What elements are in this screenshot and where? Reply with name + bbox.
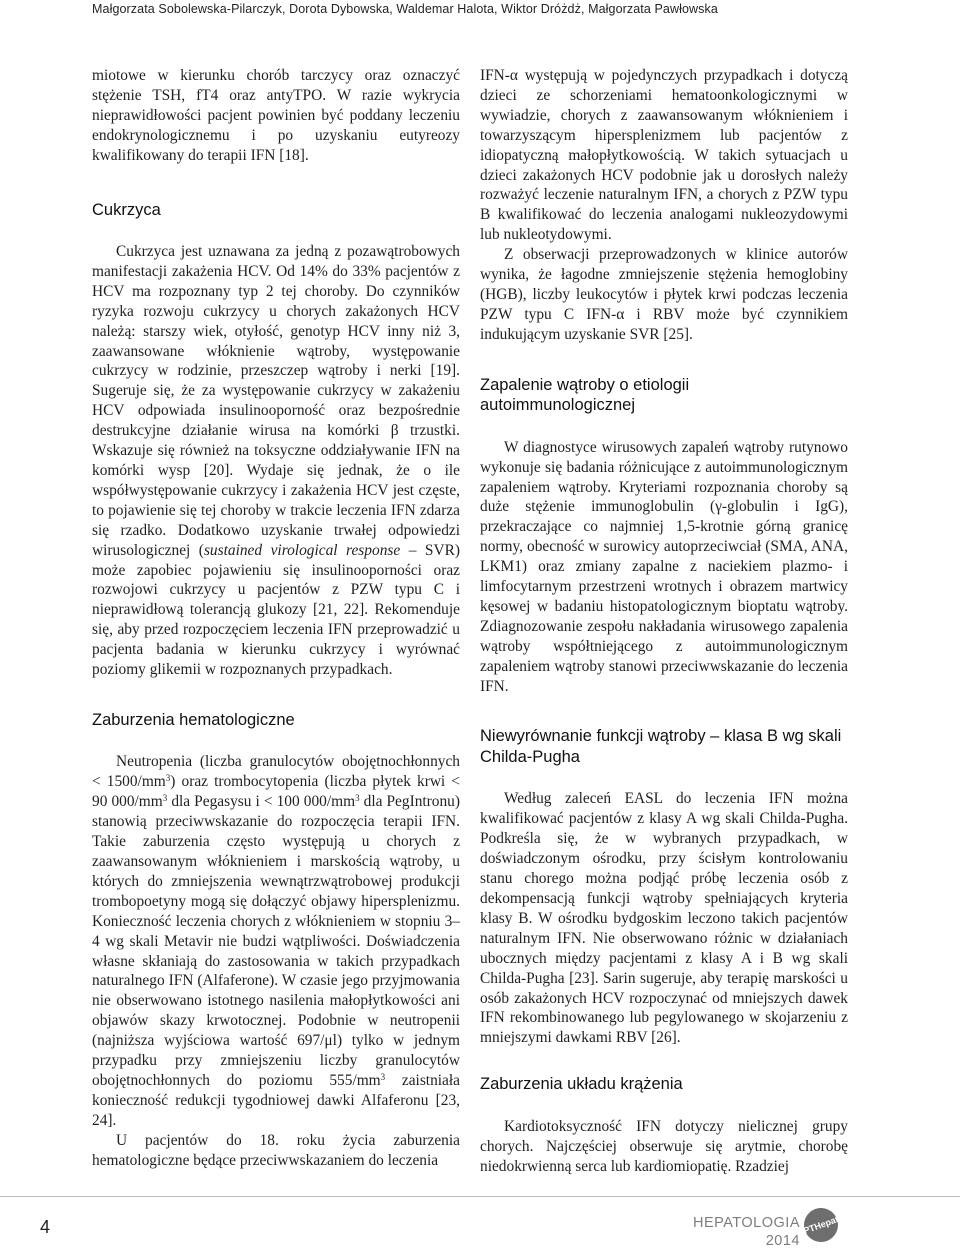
right-column [480, 66, 848, 1176]
journal-year: 2014 [765, 1233, 800, 1249]
paragraph-diabetes: Cukrzyca jest uznawana za jedną z pozawątrobowych manifestacji zakażenia HCV. Od 14% do 33% pacjentów z HCV ma rozpoznany typ 2 tej choroby. Do czynników ryzyka rozwoju cukrzycy u chorych zakażonych HCV należą: starszy wiek, otyłość, genotyp HCV inny niż 3, zaawansowane włóknienie wątroby, występowanie cukrzycy w rodzinie, przeszczep wątroby i nerki [19]. Sugeruje się, że za występowanie cukrzycy w zakażeniu HCV odpowiada insulinooporność oraz bezpośrednie destrukcyjne działanie wirusa na komórki β trzustki. Wskazuje się również na toksyczne oddziaływanie IFN na komórki wysp [20]. Wydaje się jednak, że o ile współwystępowanie cukrzycy i zakażenia HCV jest częste, to pojawienie się tej choroby w trakcie leczenia IFN zdarza się rzadko. Dodatkowo uzyskanie trwałej odpowiedzi wirusologicznej (sustained virological response – SVR) może zapobiec pojawieniu się insulinooporności oraz rozwojowi cukrzycy u pacjentów z PZW typu C i nieprawidłową tolerancją glukozy [21, 22]. Rekomenduje się, aby przed rozpoczęciem leczenia IFN przeprowadzić u pacjenta badania w kierunku cukrzycy i wyrównać poziomy glikemii w rozpoznanych przypadkach. [92, 243, 460, 679]
section-heading-child-pugh: Niewyrównanie funkcji wątroby – klasa B wg skali Childa-Pugha [480, 727, 842, 766]
paragraph-child-pugh: Według zaleceń EASL do leczenia IFN można kwalifikować pacjentów z klasy A wg skali Childa-Pugha. Podkreśla się, że w wybranych przypadkach, w doświadczonym ośrodku, przy ścisłym kontrolowaniu stanu chorego można podjąć próbę leczenia osób z dekompensacją funkcji wątroby spełniających kryteria klasy B. W ośrodku bydgoskim leczono takich pacjentów naturalnym IFN. Nie obserwowano różnic w działaniach ubocznych między pacjentami z klasy A i B wg skali Childa-Pugha [23]. Sarin sugeruje, aby terapię marskości u osób zakażonych HCV rozpoczynać od mniejszych dawek IFN rekombinowanego lub pegylowanego w skojarzeniu z mniejszymi dawkami RBV [26]. [480, 790, 848, 1047]
section-heading-autoimmune: Zapalenie wątroby o etiologii autoimmunologicznej [480, 375, 690, 415]
page-number: 4 [40, 1217, 51, 1237]
society-logo-icon: PTHepat [799, 1203, 843, 1247]
paragraph-hematologic-children: U pacjentów do 18. roku życia zaburzenia hematologiczne będące przeciwwskazaniem do leczenia [92, 1131, 460, 1169]
journal-title: HEPATOLOGIA [692, 1215, 800, 1231]
paragraph-circulatory: Kardiotoksyczność IFN dotyczy nielicznej grupy chorych. Najczęściej obserwuje się arytmie, chorobę niedokrwienną serca lub kardiomiopatię. Rzadziej [480, 1117, 848, 1175]
paragraph-autoimmune: W diagnostyce wirusowych zapaleń wątroby rutynowo wykonuje się badania różnicujące z autoimmunologicznym zapaleniem wątroby. Kryteriami rozpoznania choroby są duże stężenie immunoglobulin (γ-globulin i IgG), przekraczające co najmniej 1,5-krotnie górną granicę normy, obecność w surowicy autoprzeciwciał (SMA, ANA, LKM1) oraz zmiany zapalne z naciekiem plazmo- i limfocytarnym przestrzeni wrotnych i obrazem martwicy kęsowej w badaniu histopatologicznym bioptatu wątroby. Zdiagnozowanie zespołu nakładania wirusowego zapalenia wątroby współtniejącego z autoimmunologicznym zapaleniem wątroby stanowi przeciwwskazanie do leczenia IFN. [480, 438, 848, 695]
left-column [92, 66, 460, 1171]
paragraph-thyroid-continuation: miotowe w kierunku chorób tarczycy oraz oznaczyć stężenie TSH, fT4 oraz antyTPO. W razie wykrycia nieprawidłowości pacjent powinien być poddany leczeniu endokrynologicznemu i po uzyskaniu eutyreozy kwalifikowany do terapii IFN [18]. [92, 67, 460, 164]
paragraph-authors-observations: Z obserwacji przeprowadzonych w klinice autorów wynika, że łagodne zmniejszenie stężenia hemoglobiny (HGB), liczby leukocytów i płytek krwi podczas leczenia PZW typu C IFN-α i RBV może być czynnikiem indukującym uzyskanie SVR [25]. [480, 246, 848, 343]
journal-name [693, 1214, 800, 1250]
footer-divider [0, 1196, 960, 1197]
section-heading-diabetes: Cukrzyca [92, 200, 161, 219]
section-heading-circulatory: Zaburzenia układu krążenia [480, 1075, 683, 1094]
paragraph-ifn-children: IFN-α występują w pojedynczych przypadkach i dotyczą dzieci ze schorzeniami hematoonkologicznymi w wywiadzie, chorych z zaawansowanym włóknieniem i towarzyszącym hipersplenizmem lub pacjentów z idiopatyczną małopłytkowością. W takich sytuacjach u dzieci zakażonych HCV podobnie jak u dorosłych należy rozważyć leczenie naturalnym IFN, a chorych z PZW typu B kwalifikować do leczenia analogami nukleozydowymi lub nukleotydowymi. [480, 67, 848, 244]
running-head-authors: Małgorzata Sobolewska-Pilarczyk, Dorota Dybowska, Waldemar Halota, Wiktor Dróżdż, Małgorzata Pawłowska [92, 2, 718, 16]
paragraph-hematologic: Neutropenia (liczba granulocytów obojętnochłonnych < $1500/mm^3$) oraz trombocytopenia (liczba płytek krwi < 90 $000/mm^3$ dla Pegasysu i < 100 $000/mm^3$ dla PegIntronu) stanowią przeciwwskazanie do rozpoczęcia terapii IFN. Takie zaburzenia często występują u chorych z zaawansowanym włóknieniem i marskością wątroby, u których do zmniejszenia wewnątrzwątrobowej produkcji trombopoetyny mogą się dołączyć objawy hipersplenizmu. Konieczność leczenia chorych z włóknieniem w stopniu 3–4 wg skali Metavir nie budzi wątpliwości. Doświadczenia własne skłaniają do zastosowania w takich przypadkach naturalnego IFN (Alfaferone). W czasie jego przyjmowania nie obserwowano istotnego nasilenia małopłytkowości ani objawów skazy krwotocznej. Podobnie w neutropenii (najniższa wyjściowa wartość 697/μl) tylko w jednym przypadku przy zmniejszeniu liczby granulocytów obojętnochłonnych do poziomu $555/mm^3$ zaistniała konieczność redukcji tygodniowej dawki Alfaferonu [23, 24]. [92, 753, 460, 1129]
section-heading-hematologic: Zaburzenia hematologiczne [92, 710, 295, 729]
